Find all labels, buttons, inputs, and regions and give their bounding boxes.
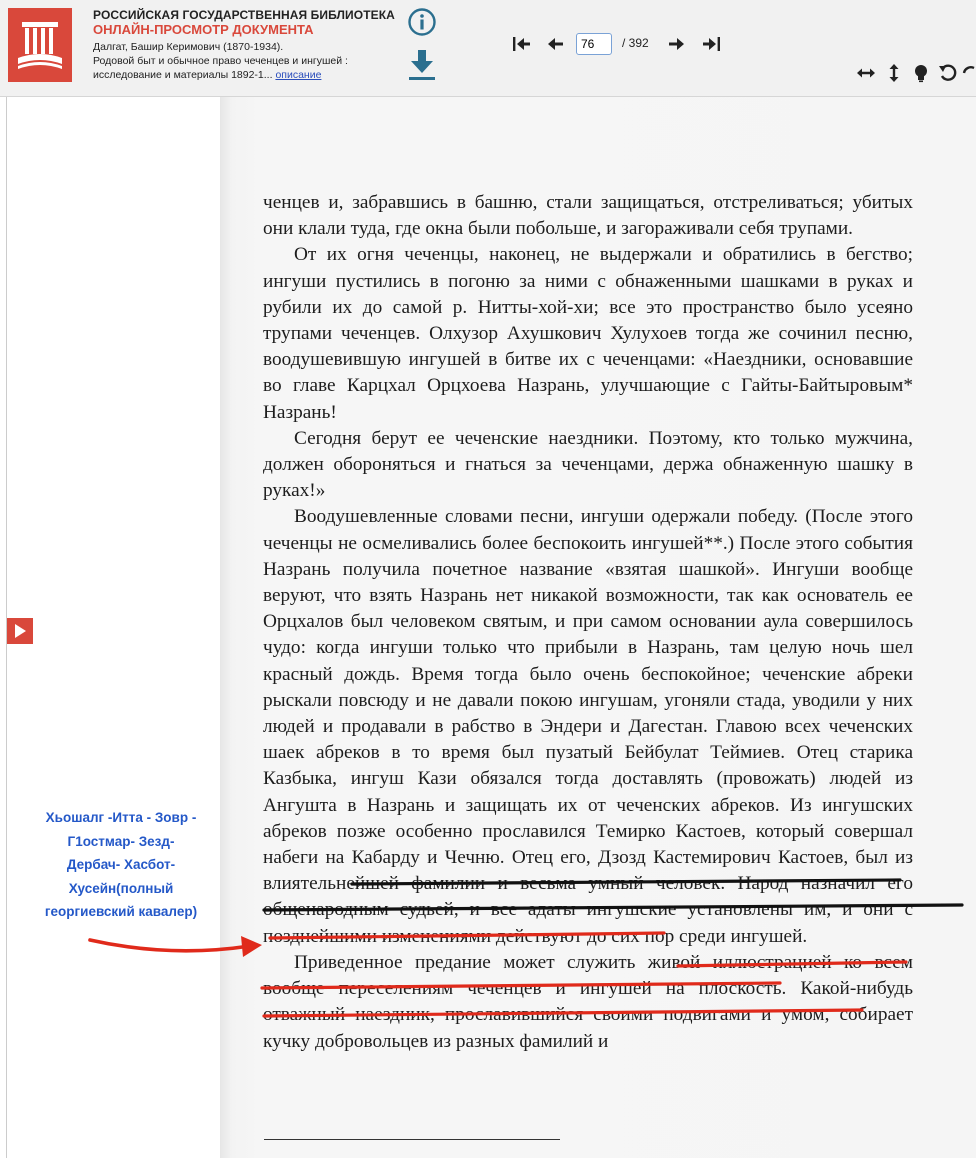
rotate-left-button[interactable] — [938, 63, 958, 83]
info-icon — [407, 7, 437, 37]
rotate-right-button[interactable] — [962, 63, 976, 83]
document-author: Далгат, Башир Керимович (1870-1934). — [93, 41, 284, 53]
download-icon — [407, 48, 437, 82]
first-page-button[interactable] — [512, 35, 532, 53]
page-text — [263, 190, 913, 1055]
service-name: ОНЛАЙН-ПРОСМОТР ДОКУМЕНТА — [93, 22, 314, 37]
play-icon — [7, 618, 33, 644]
info-button[interactable] — [407, 7, 437, 37]
expand-panel-button[interactable] — [7, 618, 33, 644]
description-link[interactable]: описание — [275, 69, 322, 81]
download-button[interactable] — [407, 48, 437, 82]
rotate-left-icon — [938, 63, 958, 83]
next-page-button[interactable] — [666, 35, 686, 53]
library-logo[interactable] — [8, 8, 72, 82]
last-page-icon — [701, 35, 721, 53]
document-title-line2 — [93, 69, 321, 81]
prev-page-icon — [546, 35, 566, 53]
library-name: РОССИЙСКАЯ ГОСУДАРСТВЕННАЯ БИБЛИОТЕКА — [93, 8, 395, 22]
document-page-scan — [220, 97, 976, 1158]
next-page-icon — [666, 35, 686, 53]
page-paragraph: Приведенное предание может служить живой иллюстрацией ко всем вообще переселениям чеченцев и ингушей на плоскость. Какой-нибудь отважный наездник, прославившийся своими подвигами и умом, собирает кучку добровольцев из разных фамилий и — [263, 951, 913, 1052]
fit-width-button[interactable] — [856, 63, 876, 83]
footnote-rule — [264, 1139, 560, 1140]
last-page-button[interactable] — [701, 35, 721, 53]
prev-page-button[interactable] — [546, 35, 566, 53]
viewer-header — [0, 0, 976, 97]
rotate-right-icon — [962, 63, 976, 83]
page-paragraph: Воодушевленные словами песни, ингуши одержали победу. (После этого чеченцы не осмеливались более беспокоить ингушей**.) После этого события Назрань получила почетное название «взятая шашкой». Ингуши вообще веруют, что взять Назрань нет никакой возможности, так как основатель ее Орцхалов был человеком святым, и при самом основании аула совершилось чудо: когда ингуши только что прибыли в Назрань, там целую ночь шел красный дождь. Время тогда было очень беспокойное; чеченские абреки рыскали повсюду и не давали покою ингушам, угоняли стада, уводили у них людей и продавали в рабство в Эндери и Дагестан. Главою всех чеченских шаек абреков в то время был пузатый Бейбулат Теймиев. Отец старика Казбыка, ингуш Кази обязался тогда доставлять (провожать) людей из Ангушта в Назрань и защищать их от чеченских абреков. Из ингушских абреков позже особенно прославился Темирко Кастоев, который совершал набеги на Кабарду и Чечню. Отец его, Дзозд Кастемирович Кастоев, был из влиятельнейшей фамилии и весьма умный человек. Народ назначил его общенародным судьей, и все адаты ингушские установлены им, и они с позднейшими изменениями действуют до сих пор среди ингушей. — [263, 506, 913, 947]
document-title-line1: Родовой быт и обычное право чеченцев и ингушей : — [93, 55, 348, 67]
page-total: / 392 — [622, 36, 649, 50]
page-paragraph: ченцев и, забравшись в башню, стали защищаться, отстреливаться; убитых они клали туда, где окна были побольше, и загораживали себя трупами. — [263, 192, 913, 240]
page-paragraph: Сегодня берут ее чеченские наездники. Поэтому, кто только мужчина, должен обороняться и гнаться за чеченцами, держа обнаженную шашку в руках!» — [263, 427, 913, 502]
page-paragraph: От их огня чеченцы, наконец, не выдержали и обратились в бегство; ингуши пустились в погоню за ними с обнаженными шашками в руках и рубили их до самой р. Нитты-хой-хи; все это пространство было усеяно трупами чеченцев. Олхузор Ахушкович Хулухоев тогда же сочинил песню, воодушевившую ингушей в битве их с чеченцами: «Наездники, основавшие во главе Карцхал Орцхоева Назрань, улучшающие с Гайты-Байтыровым* Назрань! — [263, 244, 913, 423]
brightness-button[interactable] — [911, 63, 931, 83]
fit-height-button[interactable] — [884, 63, 904, 83]
handwritten-annotation: Хьошалг -Итта - Зовр - Г1остмар- Зезд- Дербач- Хасбот- Хусейн(полный георгиевский кавалер) — [44, 810, 198, 919]
document-title-text: исследование и материалы 1892-1... — [93, 69, 273, 81]
side-panel — [0, 97, 220, 1158]
fit-height-icon — [884, 63, 904, 83]
first-page-icon — [512, 35, 532, 53]
lightbulb-icon — [911, 63, 931, 83]
library-logo-icon — [8, 8, 72, 82]
fit-width-icon — [856, 63, 876, 83]
page-number-input[interactable] — [576, 33, 612, 55]
